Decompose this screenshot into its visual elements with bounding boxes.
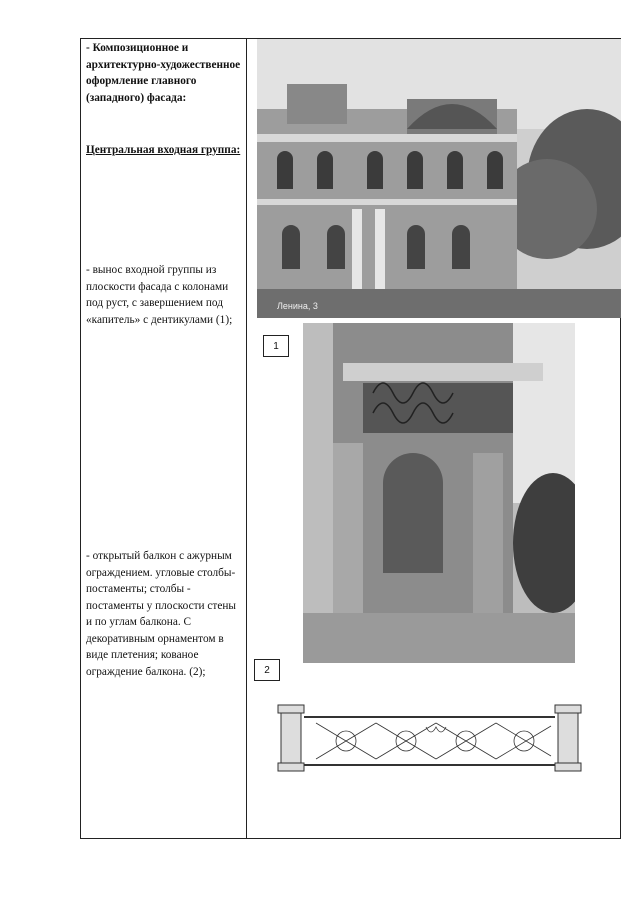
item-entrance-projection: - вынос входной группы из плоскости фасада с колонами под руст, с завершением под «капитель» с дентикулами (1); <box>86 264 233 326</box>
photo-caption: Ленина, 3 <box>277 301 318 311</box>
figure-label-1: 1 <box>263 335 289 357</box>
balcony-photo <box>303 323 575 663</box>
figure-label-2: 2 <box>254 659 280 681</box>
subheading: Центральная входная группа: <box>86 144 241 156</box>
column-divider <box>246 38 247 839</box>
item-balcony: - открытый балкон с ажурным ограждением. угловые столбы-постаменты; столбы - постаменты у плоскости стены и по углам балкона. С декоративным орнаментом в виде плетения; кованое ограждение балкона. (2); <box>86 550 237 678</box>
balcony-railing-drawing <box>276 703 583 773</box>
facade-photo <box>257 39 621 318</box>
section-heading: - Композиционное и архитектурно-художественное оформление главного (западного) фасада: <box>86 42 241 104</box>
